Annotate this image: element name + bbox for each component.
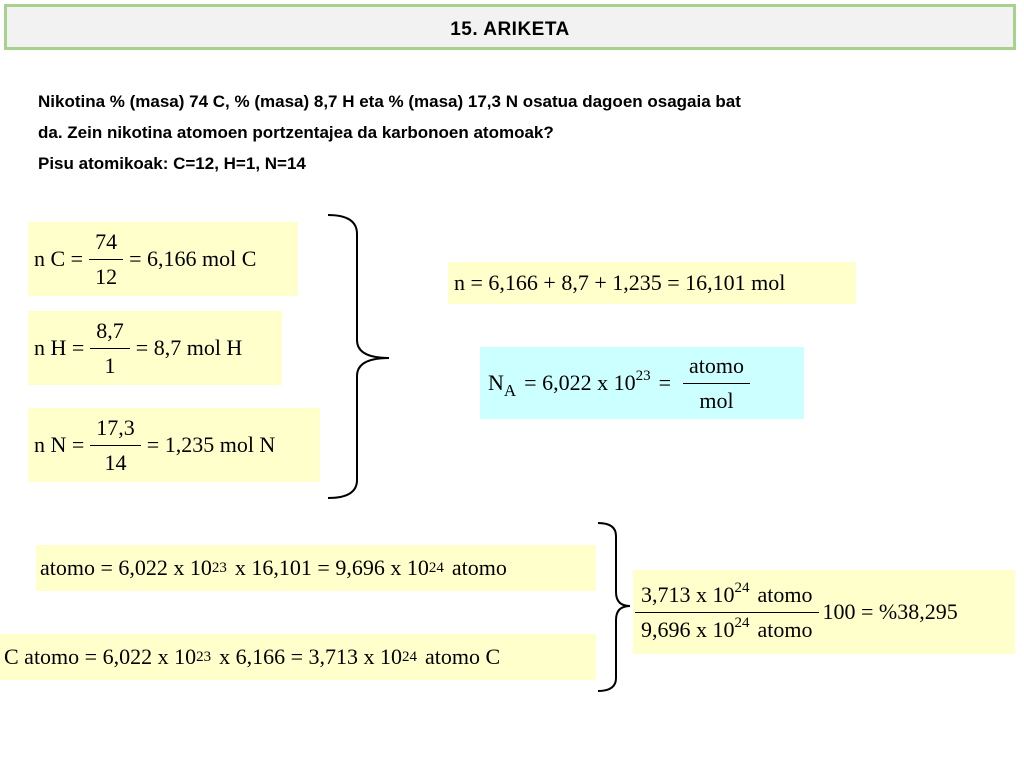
carbon-atoms-part-2: x 6,166 = 3,713 x 10 — [219, 644, 402, 669]
n-carbon-lhs: n C = — [34, 246, 84, 271]
percentage-numerator: 3,713 x $10^{24}$ atomo — [641, 579, 813, 607]
percentage-result: 100 = %38,295 — [822, 599, 958, 624]
avogadro-symbol: $N_A$ — [488, 370, 517, 400]
brace-bottom-group — [596, 520, 636, 694]
total-atoms-part-1: atomo = 6,022 x 10 — [40, 555, 212, 580]
problem-statement — [38, 86, 998, 179]
equation-n-carbon — [28, 222, 298, 296]
n-hydrogen-denominator: 1 — [90, 348, 130, 379]
percentage-fraction — [635, 579, 819, 643]
title-bar — [4, 4, 1016, 50]
n-nitrogen-fraction — [90, 415, 141, 476]
n-nitrogen-denominator: 14 — [90, 445, 141, 476]
n-nitrogen-numerator: 17,3 — [96, 414, 135, 440]
avogadro-equals: = — [658, 370, 672, 395]
brace-top-group — [325, 212, 395, 502]
carbon-atoms-part-3: atomo C — [425, 644, 501, 669]
n-total-text: n = 6,166 + 8,7 + 1,235 = 16,101 mol — [454, 270, 786, 295]
problem-line-2: da. Zein nikotina atomoen portzentajea da karbonoen atomoak? — [38, 123, 554, 142]
n-hydrogen-fraction — [90, 318, 130, 379]
n-carbon-numerator: 74 — [95, 228, 118, 254]
n-hydrogen-numerator: 8,7 — [96, 317, 124, 343]
equation-n-nitrogen — [28, 408, 320, 482]
n-carbon-fraction — [89, 229, 123, 290]
equation-carbon-atoms: C atomo = 6,022 x 10 23 x 6,166 = 3,713 x 10 24 atomo C — [0, 634, 596, 680]
page-title: 15. ARIKETA — [450, 19, 570, 40]
n-hydrogen-lhs: n H = — [34, 335, 85, 360]
avogadro-unit-denominator: mol — [683, 383, 750, 414]
n-carbon-denominator: 12 — [89, 259, 123, 290]
n-nitrogen-lhs: n N = — [34, 432, 85, 457]
carbon-atoms-part-1: C atomo = 6,022 x 10 — [4, 644, 197, 669]
problem-line-3: Pisu atomikoak: C=12, H=1, N=14 — [38, 154, 306, 173]
total-atoms-part-3: atomo — [451, 555, 507, 580]
percentage-denominator: 9,696 x $10^{24}$ atomo — [635, 612, 819, 643]
n-carbon-rhs: = 6,166 mol C — [129, 246, 257, 271]
n-hydrogen-rhs: = 8,7 mol H — [135, 335, 243, 360]
avogadro-value: = 6,022 x $10^{23}$ — [524, 368, 651, 395]
total-atoms-part-2: x 16,101 = 9,696 x 10 — [234, 555, 429, 580]
equation-total-atoms: atomo = 6,022 x 10 23 x 16,101 = 9,696 x 10 24 atomo — [36, 545, 596, 591]
equation-percentage — [633, 570, 1015, 654]
avogadro-unit-numerator: atomo — [689, 352, 745, 378]
equation-n-hydrogen — [28, 311, 282, 385]
equation-n-total — [448, 262, 856, 304]
problem-line-1: Nikotina % (masa) 74 C, % (masa) 8,7 H eta % (masa) 17,3 N osatua dagoen osagaia bat — [38, 92, 741, 111]
equation-avogadro — [480, 347, 804, 419]
n-nitrogen-rhs: = 1,235 mol N — [146, 432, 276, 457]
avogadro-unit-fraction — [683, 353, 750, 414]
